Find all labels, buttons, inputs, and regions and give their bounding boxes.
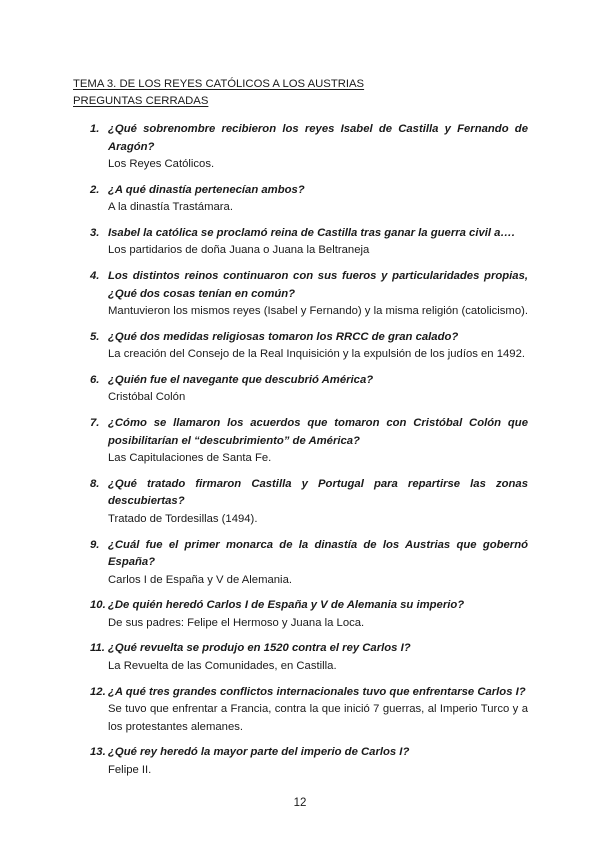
answer-text: Felipe II. [108,763,152,776]
question-text: ¿A qué dinastía pertenecían ambos? [108,183,305,196]
question-text: ¿Qué rey heredó la mayor parte del imperio de Carlos I? [108,746,410,759]
section-title: PREGUNTAS CERRADAS [73,95,209,107]
answer-text: A la dinastía Trastámara. [108,201,233,214]
list-item [73,597,528,632]
answer-text: De sus padres: Felipe el Hermoso y Juana la Loca. [108,616,365,629]
question-text: ¿Qué revuelta se produjo en 1520 contra el rey Carlos I? [108,642,411,655]
list-item [73,225,528,260]
question-text: ¿A qué tres grandes conflictos internacionales tuvo que enfrentarse Carlos I? [108,685,526,698]
answer-text: La Revuelta de las Comunidades, en Castilla. [108,659,337,672]
question-text: ¿De quién heredó Carlos I de España y V de Alemania su imperio? [108,599,465,612]
list-item [73,684,528,737]
list-item [73,329,528,364]
answer-text: Carlos I de España y V de Alemania. [108,573,292,586]
question-number: 2. [90,183,100,196]
question-number: 10. [90,599,106,612]
question-number: 4. [90,270,100,283]
question-number: 3. [90,226,100,239]
list-item [73,372,528,407]
list-item [73,268,528,321]
question-text: ¿Cuál fue el primer monarca de la dinastía de los Austrias que gobernó España? [108,538,528,568]
question-number: 5. [90,330,100,343]
page-number: 12 [293,797,307,809]
question-number: 13. [90,746,106,759]
answer-text: La creación del Consejo de la Real Inquisición y la expulsión de los judíos en 1492. [108,348,525,361]
answer-text: Los Reyes Católicos. [108,158,215,170]
list-item [73,640,528,675]
answer-text: Se tuvo que enfrentar a Francia, contra la que inició 7 guerras, al Imperio Turco y a los protestantes alemanes. [108,703,528,733]
question-text: ¿Qué sobrenombre recibieron los reyes Isabel de Castilla y Fernando de Aragón? [108,123,528,153]
list-item [73,537,528,590]
answer-text: Mantuvieron los mismos reyes (Isabel y Fernando) y la misma religión (catolicismo). [108,305,529,318]
question-text: ¿Qué dos medidas religiosas tomaron los RRCC de gran calado? [108,330,459,343]
question-number: 8. [90,477,100,490]
answer-text: Las Capitulaciones de Santa Fe. [108,452,272,465]
page-title: TEMA 3. DE LOS REYES CATÓLICOS A LOS AUSTRIAS [73,78,365,90]
answer-text: Tratado de Tordesillas (1494). [108,512,258,525]
question-text: Los distintos reinos continuaron con sus fueros y particularidades propias, ¿Qué dos cosas tenían en común? [108,270,528,300]
list-item [73,182,528,217]
list-item [73,476,528,529]
list-item [73,121,528,174]
question-number: 11. [90,642,105,655]
question-text: ¿Qué tratado firmaron Castilla y Portugal para repartirse las zonas descubiertas? [108,477,528,508]
question-text: ¿Cómo se llamaron los acuerdos que tomaron con Cristóbal Colón que posibilitarían el “descubrimiento” de América? [108,417,528,447]
question-list [73,121,528,787]
question-number: 7. [90,417,100,430]
answer-text: Los partidarios de doña Juana o Juana la Beltraneja [108,244,370,257]
question-number: 12. [90,685,106,698]
question-number: 1. [90,123,100,135]
list-item [73,744,528,779]
question-text: Isabel la católica se proclamó reina de Castilla tras ganar la guerra civil a…. [108,226,515,239]
question-number: 6. [90,373,100,386]
page-header [73,76,364,110]
list-item [73,415,528,468]
question-number: 9. [90,538,100,551]
answer-text: Cristóbal Colón [108,391,186,404]
question-text: ¿Quién fue el navegante que descubrió América? [108,373,374,386]
